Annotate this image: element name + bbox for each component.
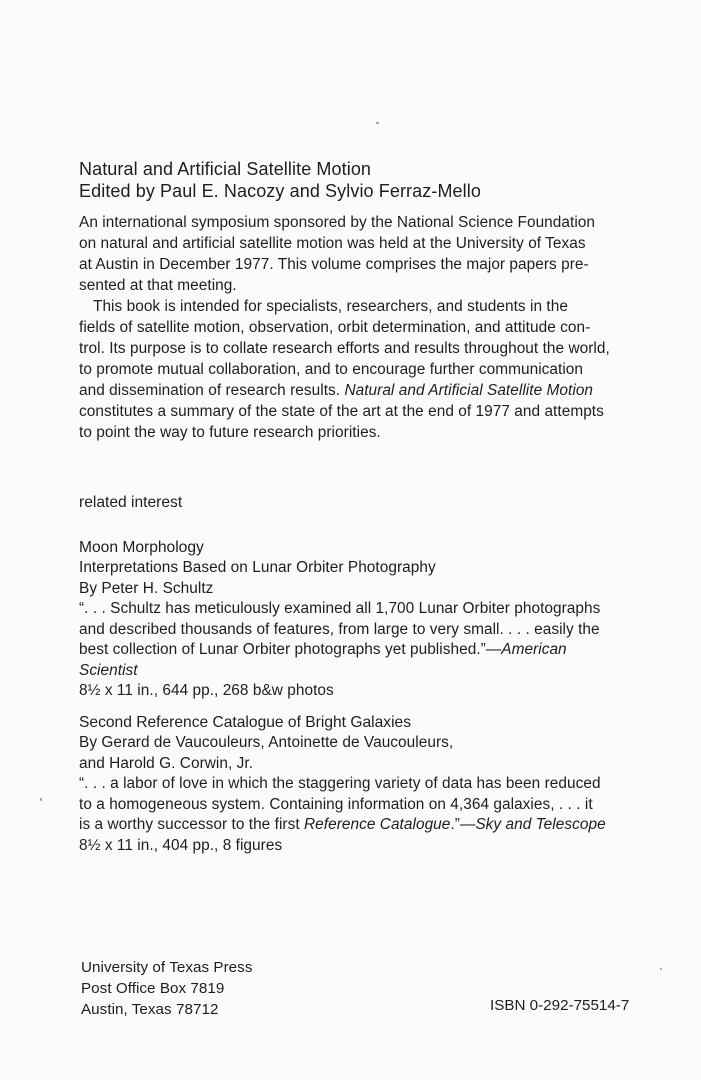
related-book-quote-line: Scientist [79, 661, 138, 679]
quote-text: best collection of Lunar Orbiter photographs yet published.”— [79, 641, 502, 658]
isbn: ISBN 0-292-75514-7 [490, 997, 630, 1014]
related-book-specs: 8½ x 11 in., 644 pp., 268 b&w photos [79, 682, 334, 699]
quote-text: is a worthy successor to the first [79, 816, 304, 833]
description-text: and dissemination of research results. [79, 382, 345, 399]
related-book-title: Second Reference Catalogue of Bright Galaxies [79, 714, 411, 731]
quote-catalogue: Reference Catalogue [304, 816, 451, 833]
description-line: at Austin in December 1977. This volume comprises the major papers pre- [79, 256, 589, 273]
related-book-subtitle: Interpretations Based on Lunar Orbiter Photography [79, 559, 436, 576]
description-line: on natural and artificial satellite motion was held at the University of Texas [79, 235, 586, 252]
description-line: to point the way to future research priorities. [79, 424, 381, 441]
related-book-quote-line: to a homogeneous system. Containing information on 4,364 galaxies, . . . it [79, 795, 593, 813]
related-interest-heading: related interest [79, 494, 183, 511]
related-book-quote-line: and described thousands of features, from large to very small. . . . easily the [79, 620, 600, 638]
publisher-city: Austin, Texas 78712 [81, 1001, 219, 1018]
related-book-specs: 8½ x 11 in., 404 pp., 8 figures [79, 836, 283, 854]
paper-speck [660, 968, 662, 970]
paper-speck [40, 798, 42, 801]
paper-speck [376, 122, 379, 124]
description-line: This book is intended for specialists, researchers, and students in the [93, 298, 568, 315]
book-title: Natural and Artificial Satellite Motion [79, 159, 372, 179]
description [79, 212, 679, 443]
quote-text: .”— [450, 816, 476, 833]
description-line: An international symposium sponsored by the National Science Foundation [79, 214, 596, 231]
related-book-author: By Peter H. Schultz [79, 579, 214, 597]
publisher-box: Post Office Box 7819 [81, 980, 225, 997]
book-editors: Edited by Paul E. Nacozy and Sylvio Ferraz-Mello [79, 181, 481, 201]
related-book-author: and Harold G. Corwin, Jr. [79, 754, 254, 772]
quote-source: Sky and Telescope [475, 816, 606, 833]
description-line: trol. Its purpose is to collate research efforts and results throughout the world, [79, 340, 610, 357]
related-book-bright-galaxies [79, 712, 679, 856]
publisher-name: University of Texas Press [81, 959, 253, 976]
related-book-quote-line [79, 640, 679, 661]
related-book-quote-line [79, 815, 679, 836]
related-book-title: Moon Morphology [79, 539, 204, 556]
related-book-moon-morphology [79, 537, 679, 702]
description-line [79, 380, 679, 401]
related-book-quote-line: “. . . Schultz has meticulously examined all 1,700 Lunar Orbiter photographs [79, 600, 601, 617]
description-line: fields of satellite motion, observation, orbit determination, and attitude con- [79, 319, 591, 336]
description-line: to promote mutual collaboration, and to encourage further communication [79, 361, 584, 378]
quote-source: American [501, 641, 567, 658]
publisher-address [81, 957, 252, 1020]
related-book-quote-line: “. . . a labor of love in which the staggering variety of data has been reduced [79, 775, 601, 792]
related-book-author: By Gerard de Vaucouleurs, Antoinette de Vaucouleurs, [79, 734, 454, 751]
description-line: sented at that meeting. [79, 277, 237, 294]
description-italic-title: Natural and Artificial Satellite Motion [344, 382, 594, 399]
description-line: constitutes a summary of the state of the art at the end of 1977 and attempts [79, 403, 604, 420]
